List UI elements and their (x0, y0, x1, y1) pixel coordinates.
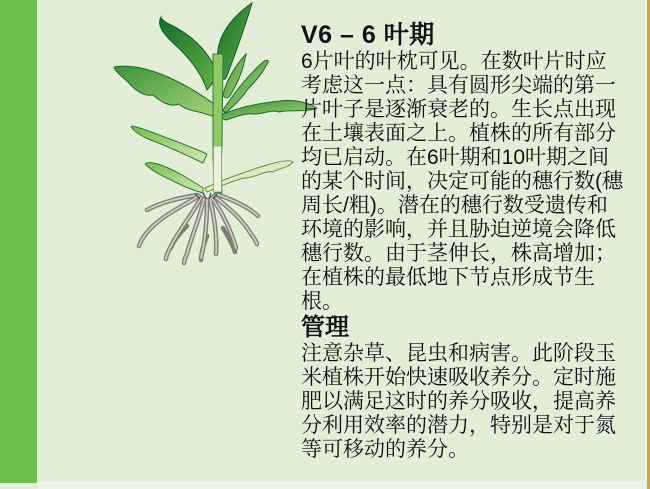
management-line: 分利用效率的潜力，特别是对于氮 (301, 414, 616, 437)
leaf-base-left (145, 163, 203, 193)
stem-lower-pale (214, 146, 222, 192)
management-line: 等可移动的养分。 (301, 438, 469, 461)
description-line: 考虑这一点：具有圆形尖端的第一 (301, 74, 616, 97)
description-line: 在土壤表面之上。植株的所有部分 (301, 122, 616, 145)
bottom-band (37, 481, 650, 489)
description-line: 环境的影响，并且胁迫逆境会降低 (301, 218, 616, 241)
corn-seedling-illustration (95, 0, 335, 276)
description-line: 片叶子是逐渐衰老的。生长点出现 (301, 98, 616, 121)
description-line: 根。 (301, 290, 343, 313)
description-line: 6片叶的叶枕可见。在数叶片时应 (301, 50, 607, 73)
description-line: 均已启动。在6叶期和10叶期之间 (301, 146, 610, 169)
management-heading: 管理 (301, 314, 349, 341)
description-line: 的某个时间，决定可能的穗行数(穗 (301, 170, 623, 193)
leaf-lower-left (131, 126, 207, 163)
stage-title: V6 – 6 叶期 (301, 21, 435, 49)
management-line: 米植株开始快速吸收养分。定时施 (301, 366, 616, 389)
description-line: 穗行数。由于茎伸长，株高增加； (301, 242, 616, 265)
description-line: 周长/粗)。潜在的穗行数受遗传和 (301, 194, 608, 217)
text-column (301, 20, 646, 462)
left-accent-bar (0, 0, 37, 483)
stage-description (301, 50, 646, 314)
management-description (301, 342, 646, 462)
management-line: 注意杂草、昆虫和病害。此阶段玉 (301, 342, 616, 365)
management-line: 肥以满足这时的养分吸收，提高养 (301, 390, 616, 413)
description-line: 在植株的最低地下节点形成节生 (301, 266, 595, 289)
